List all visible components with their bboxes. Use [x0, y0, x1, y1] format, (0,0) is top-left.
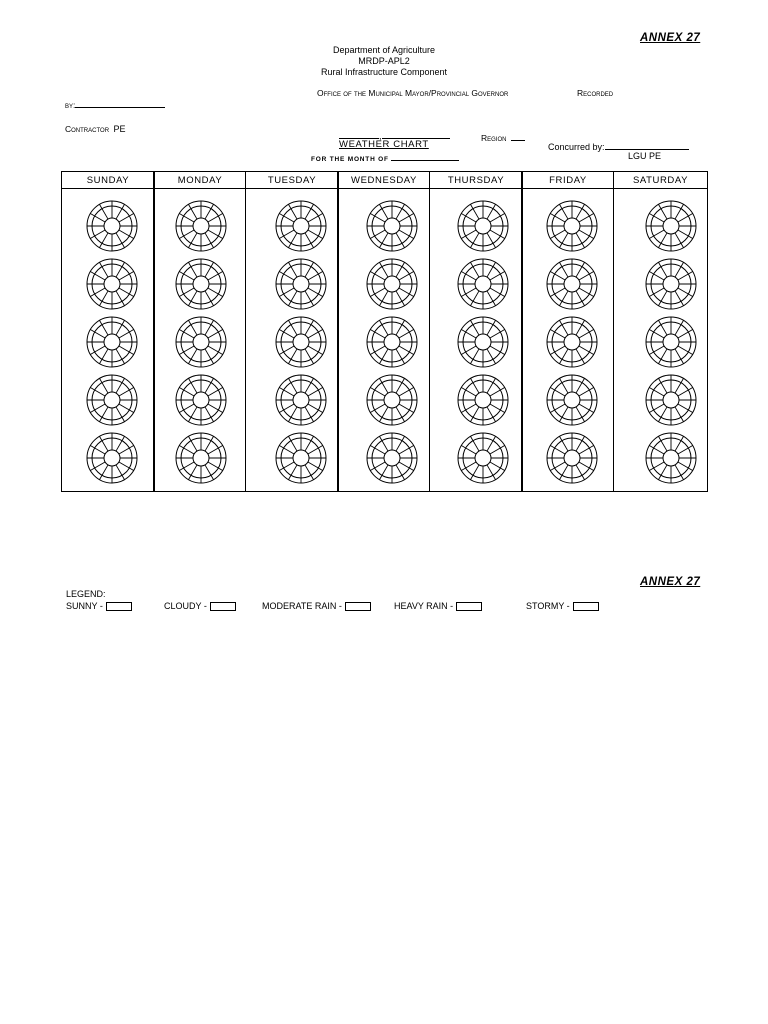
- column-divider: [245, 172, 246, 491]
- month-field[interactable]: [311, 153, 459, 163]
- day-header-wednesday: WEDNESDAY: [338, 172, 430, 189]
- weather-wheel-icon[interactable]: [645, 316, 697, 368]
- date-comma: ,: [379, 131, 382, 141]
- component-title: Rural Infrastructure Component: [320, 67, 448, 77]
- month-label: FOR THE MONTH OF: [311, 156, 389, 163]
- annex-label-top: ANNEX 27: [640, 32, 701, 44]
- weather-wheel-icon[interactable]: [86, 432, 138, 484]
- region-field[interactable]: [481, 128, 525, 146]
- contractor-pe-label: PE: [113, 124, 126, 134]
- weather-wheel-icon[interactable]: [275, 316, 327, 368]
- legend-label-heavy-rain: HEAVY RAIN -: [394, 601, 454, 611]
- weather-chart-grid: [61, 171, 708, 492]
- weather-wheel-icon[interactable]: [645, 374, 697, 426]
- contractor-row: [65, 119, 126, 137]
- region-blank-line: [511, 131, 525, 141]
- legend-label-sunny: SUNNY -: [66, 601, 103, 611]
- weather-wheel-icon[interactable]: [546, 200, 598, 252]
- weather-wheel-icon[interactable]: [175, 316, 227, 368]
- weather-chart-title: WEATHER CHART: [339, 139, 429, 150]
- weather-wheel-icon[interactable]: [546, 432, 598, 484]
- concurred-blank-line: [605, 140, 689, 150]
- legend-box-cloudy[interactable]: [210, 602, 236, 611]
- day-header-saturday: SATURDAY: [614, 172, 707, 189]
- weather-wheel-icon[interactable]: [366, 258, 418, 310]
- weather-wheel-icon[interactable]: [457, 258, 509, 310]
- concurred-label: Concurred by:: [548, 142, 605, 152]
- weather-wheel-icon[interactable]: [175, 258, 227, 310]
- weather-wheel-icon[interactable]: [86, 200, 138, 252]
- weather-wheel-icon[interactable]: [546, 316, 598, 368]
- weather-wheel-icon[interactable]: [275, 258, 327, 310]
- legend-label-stormy: STORMY -: [526, 601, 570, 611]
- column-divider: [429, 172, 430, 491]
- weather-wheel-icon[interactable]: [645, 258, 697, 310]
- weather-wheel-icon[interactable]: [175, 200, 227, 252]
- by-label: by:: [65, 100, 76, 110]
- day-header-friday: FRIDAY: [522, 172, 614, 189]
- day-header-sunday: SUNDAY: [62, 172, 154, 189]
- weather-wheel-icon[interactable]: [457, 432, 509, 484]
- column-divider: [337, 172, 339, 491]
- weather-wheel-icon[interactable]: [366, 432, 418, 484]
- weather-wheel-icon[interactable]: [366, 374, 418, 426]
- weather-wheel-icon[interactable]: [546, 258, 598, 310]
- month-blank-line: [391, 153, 459, 161]
- legend-item-stormy: [526, 601, 599, 611]
- legend-box-heavy-rain[interactable]: [456, 602, 482, 611]
- weather-wheel-icon[interactable]: [275, 432, 327, 484]
- department-title: Department of Agriculture: [332, 45, 436, 55]
- weather-wheel-icon[interactable]: [275, 200, 327, 252]
- weather-wheel-icon[interactable]: [366, 200, 418, 252]
- day-header-monday: MONDAY: [154, 172, 246, 189]
- weather-wheel-icon[interactable]: [86, 316, 138, 368]
- concurred-field[interactable]: [548, 140, 689, 152]
- by-field[interactable]: [65, 98, 165, 110]
- weather-wheel-icon[interactable]: [86, 258, 138, 310]
- legend-item-moderate-rain: [262, 601, 371, 611]
- day-header-tuesday: TUESDAY: [246, 172, 338, 189]
- recorded-label: Recorded: [577, 88, 614, 98]
- lgu-pe-label: LGU PE: [628, 151, 662, 161]
- column-divider: [613, 172, 614, 491]
- legend-item-sunny: [66, 601, 132, 611]
- weather-wheel-icon[interactable]: [645, 432, 697, 484]
- weather-wheel-icon[interactable]: [546, 374, 598, 426]
- weather-wheel-icon[interactable]: [86, 374, 138, 426]
- by-blank-line: [75, 98, 165, 108]
- date-blank-line-1: [339, 129, 379, 139]
- legend-item-heavy-rain: [394, 601, 482, 611]
- legend-box-moderate-rain[interactable]: [345, 602, 371, 611]
- contractor-label: Contractor: [65, 124, 110, 134]
- weather-wheel-icon[interactable]: [457, 374, 509, 426]
- weather-wheel-icon[interactable]: [175, 432, 227, 484]
- column-divider: [521, 172, 523, 491]
- annex-label-bottom: ANNEX 27: [640, 576, 701, 588]
- region-label: Region: [481, 133, 507, 143]
- weather-wheel-icon[interactable]: [457, 316, 509, 368]
- weather-wheel-icon[interactable]: [645, 200, 697, 252]
- legend-box-stormy[interactable]: [573, 602, 599, 611]
- legend-title: LEGEND:: [66, 589, 106, 599]
- program-title: MRDP-APL2: [358, 56, 410, 66]
- day-header-thursday: THURSDAY: [430, 172, 522, 189]
- weather-wheel-icon[interactable]: [275, 374, 327, 426]
- office-label: Office of the Municipal Mayor/Provincial Governor: [317, 88, 509, 98]
- legend-label-cloudy: CLOUDY -: [164, 601, 207, 611]
- legend-box-sunny[interactable]: [106, 602, 132, 611]
- date-blank-line-2: [382, 129, 450, 139]
- weather-wheel-icon[interactable]: [366, 316, 418, 368]
- legend-label-moderate-rain: MODERATE RAIN -: [262, 601, 342, 611]
- legend-item-cloudy: [164, 601, 236, 611]
- column-divider: [153, 172, 155, 491]
- weather-wheel-icon[interactable]: [457, 200, 509, 252]
- weather-wheel-icon[interactable]: [175, 374, 227, 426]
